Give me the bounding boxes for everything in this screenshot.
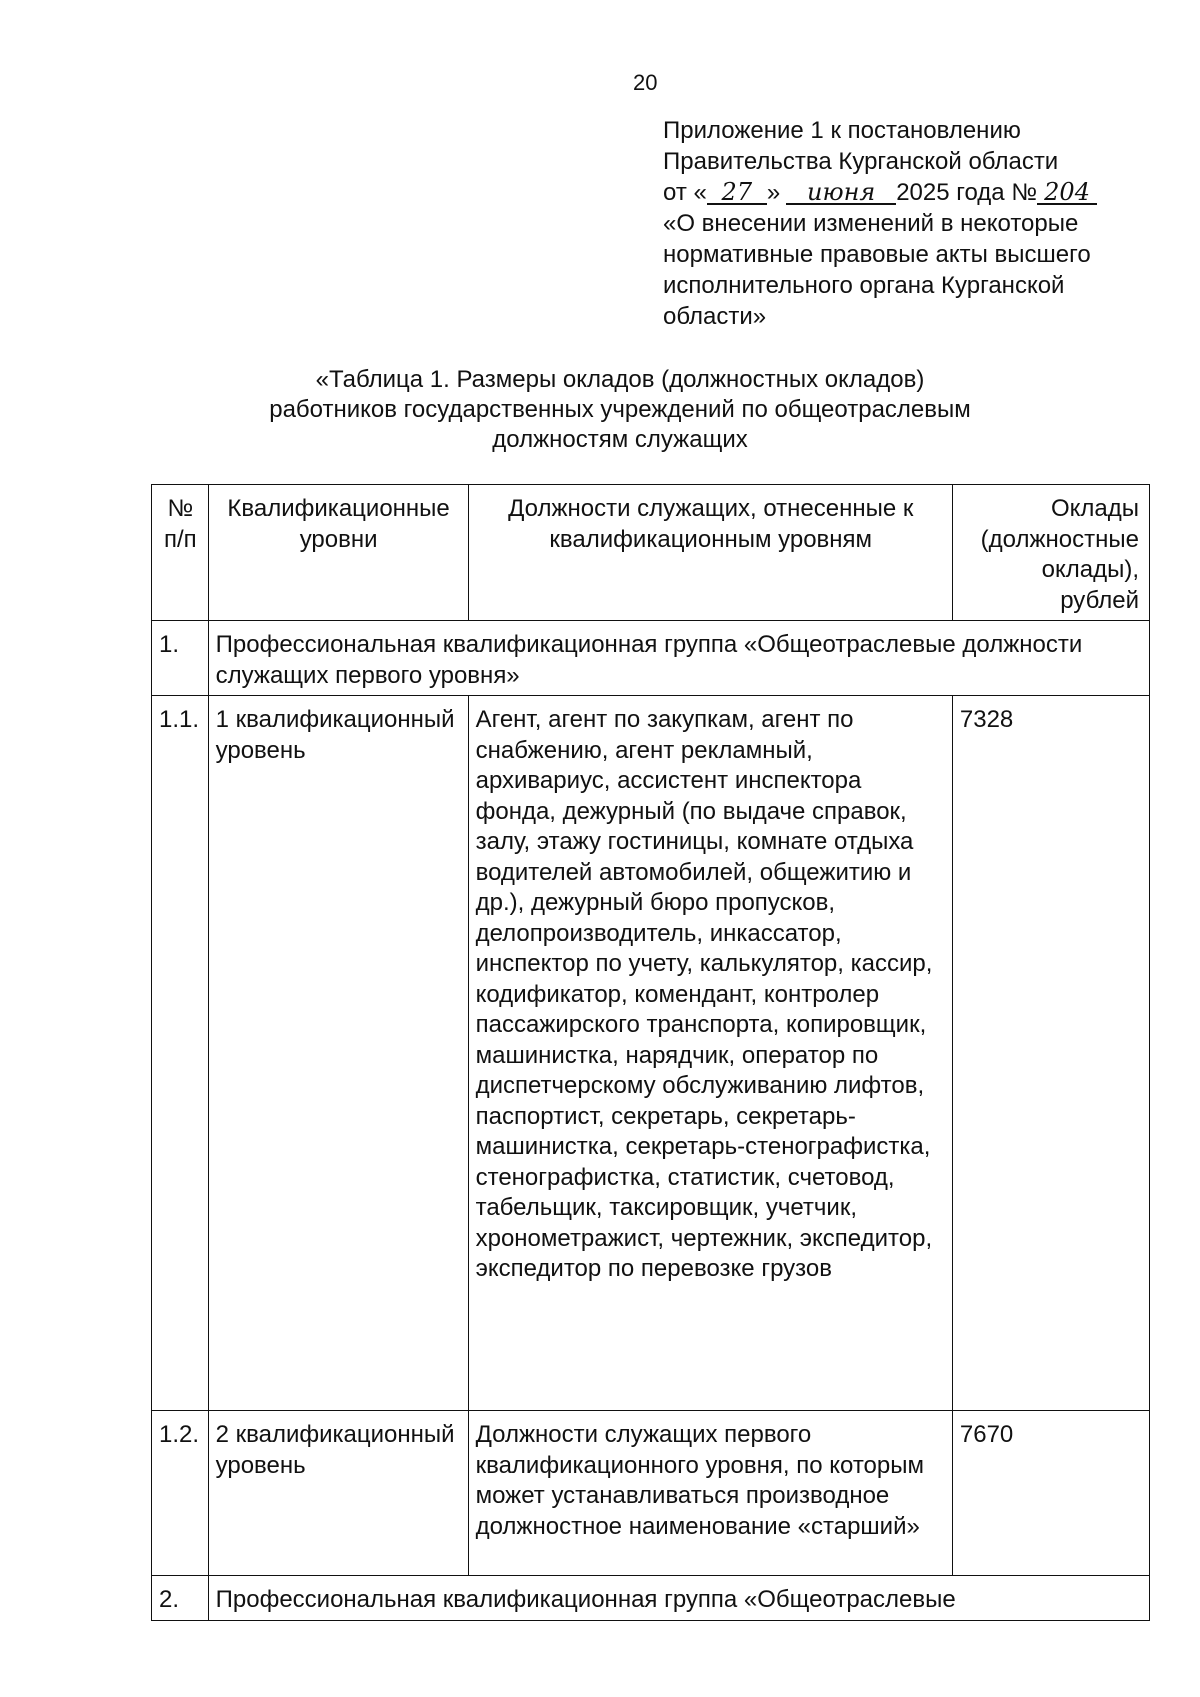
group-title: Профессиональная квалификационная группа «Общеотраслевые xyxy=(208,1576,1149,1621)
table-header-row xyxy=(152,485,1150,621)
row-salary: 7670 xyxy=(952,1411,1149,1576)
table-row xyxy=(152,1411,1150,1576)
row-positions: Агент, агент по закупкам, агент по снабжению, агент рекламный, архивариус, ассистент инспектора фонда, дежурный (по выдаче справок, залу, этажу гостиницы, комнате отдыха водителей автомобилей, общежитию и др.), дежурный бюро пропусков, делопроизводитель, инкассатор, инспектор по учету, калькулятор, кассир, кодификатор, комендант, контролер пассажирского транспорта, копировщик, машинистка, нарядчик, оператор по диспетчерскому обслуживанию лифтов, паспортист, секретарь, секретарь-машинистка, секретарь-стенографистка, стенографистка, статистик, счетовод, табельщик, таксировщик, учетчик, хронометражист, чертежник, экспедитор, экспедитор по перевозке грузов xyxy=(468,696,952,1411)
table-title xyxy=(230,365,1010,455)
row-salary: 7328 xyxy=(952,696,1149,1411)
appendix-date-line xyxy=(663,177,1143,208)
appendix-block xyxy=(663,115,1143,332)
header-num: № п/п xyxy=(152,485,209,621)
header-level: Квалификационные уровни xyxy=(208,485,468,621)
row-num: 1.2. xyxy=(152,1411,209,1576)
handwritten-day: 27 xyxy=(707,181,767,205)
appendix-line-7: области» xyxy=(663,303,767,330)
row-positions: Должности служащих первого квалификационного уровня, по которым может устанавливаться производное должностное наименование «старший» xyxy=(468,1411,952,1576)
row-level: 1 квалификационный уровень xyxy=(208,696,468,1411)
appendix-line-2: Правительства Курганской области xyxy=(663,148,1059,175)
table-title-line-3: должностям служащих xyxy=(492,426,748,453)
appendix-line-4: «О внесении изменений в некоторые xyxy=(663,210,1079,237)
table-title-line-1: «Таблица 1. Размеры окладов (должностных окладов) xyxy=(315,366,925,393)
appendix-line-1: Приложение 1 к постановлению xyxy=(663,117,1021,144)
row-num: 1.1. xyxy=(152,696,209,1411)
appendix-line-5: нормативные правовые акты высшего xyxy=(663,241,1091,268)
group-title: Профессиональная квалификационная группа «Общеотраслевые должности служащих первого уровня» xyxy=(208,621,1149,696)
date-mid: » xyxy=(766,179,781,206)
appendix-line-6: исполнительного органа Курганской xyxy=(663,272,1065,299)
group-num: 1. xyxy=(152,621,209,696)
row-level: 2 квалификационный уровень xyxy=(208,1411,468,1576)
group-row-2 xyxy=(152,1576,1150,1621)
group-num: 2. xyxy=(152,1576,209,1621)
date-prefix: от « xyxy=(663,179,707,206)
table-row xyxy=(152,696,1150,1411)
salary-table xyxy=(151,484,1150,1621)
date-year: 2025 года № xyxy=(896,179,1038,206)
handwritten-doc-number: 204 xyxy=(1037,181,1097,205)
handwritten-month: июня xyxy=(786,181,896,205)
header-positions: Должности служащих, отнесенные к квалификационным уровням xyxy=(468,485,952,621)
page-number: 20 xyxy=(633,70,658,95)
group-row-1 xyxy=(152,621,1150,696)
table-title-line-2: работников государственных учреждений по общеотраслевым xyxy=(269,396,971,423)
header-salary: Оклады (должностные оклады), рублей xyxy=(952,485,1149,621)
